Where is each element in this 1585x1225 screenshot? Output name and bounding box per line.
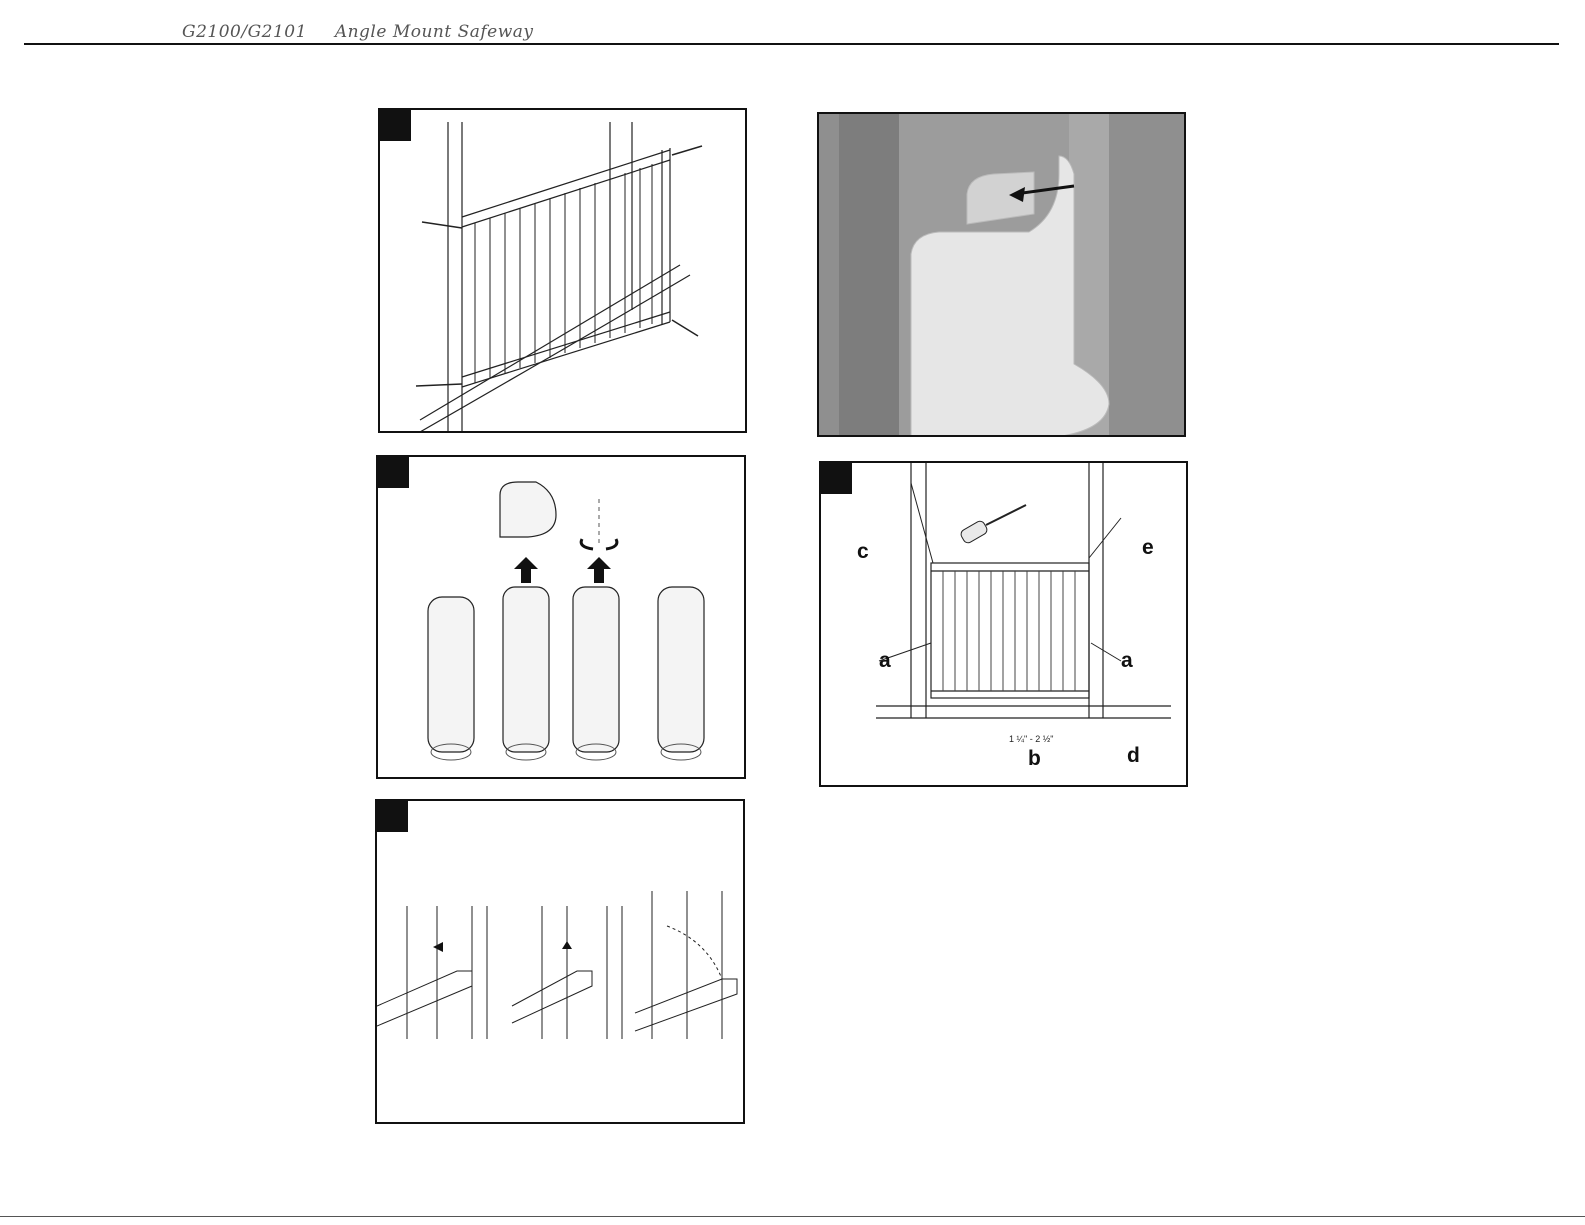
panel-gate-overview <box>378 108 747 433</box>
gate-overview-illustration <box>380 110 747 433</box>
page-title <box>182 22 534 42</box>
product-name: Angle Mount Safeway <box>334 22 534 42</box>
header-rule <box>24 43 1559 45</box>
label-c: c <box>857 540 869 563</box>
spacing-dimension: 1 ¼" - 2 ½" <box>1009 734 1054 744</box>
label-b: b <box>1028 747 1041 770</box>
arrow-up-icon <box>514 557 611 583</box>
panel-installation <box>819 461 1188 787</box>
release-sequence-illustration <box>377 801 745 1124</box>
screwdriver-icon <box>959 505 1026 545</box>
model-number: G2100/G2101 <box>182 22 307 42</box>
label-a-right: a <box>1121 649 1133 672</box>
installation-illustration <box>821 463 1188 787</box>
page-header <box>0 0 1585 60</box>
label-d: d <box>1127 744 1140 767</box>
gate-bars <box>475 164 652 383</box>
gate-bars <box>943 571 1075 691</box>
panel-release-sequence <box>375 799 745 1124</box>
panel-hinge-closeup <box>817 112 1186 437</box>
hinge-assembly-illustration <box>378 457 746 779</box>
label-e: e <box>1142 536 1154 559</box>
footer-rule <box>0 1216 1585 1217</box>
hinge-closeup-illustration <box>819 114 1186 437</box>
label-a-left: a <box>879 649 891 672</box>
panel-hinge-assembly <box>376 455 746 779</box>
